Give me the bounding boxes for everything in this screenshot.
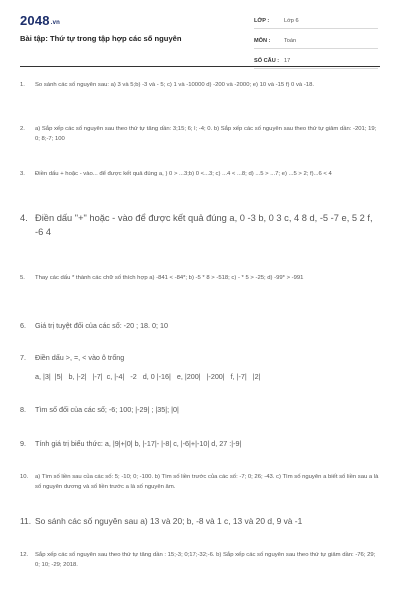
header-divider (20, 66, 380, 67)
question-number: 10. (20, 474, 29, 480)
question-text: a) Tìm số liền sau của các số: 5; -10; 0; -100. b) Tìm số liền trước của các số: -7; 0; 26; -43. c) Tìm số nguyên a biết số liền sau a là số nguyên dương và số liền trước a là số nguyên âm. (35, 474, 379, 490)
question-5 (20, 273, 380, 283)
question-number: 4. (20, 213, 28, 223)
question-11 (20, 515, 380, 528)
meta-label: SỐ CÂU : (254, 57, 280, 64)
meta-value: 17 (284, 57, 291, 64)
question-10 (20, 472, 380, 492)
meta-value: Toán (284, 37, 297, 44)
question-8 (20, 404, 380, 416)
question-text: Điền dấu "+" hoặc - vào để được kết quả đúng a, 0 -3 b, 0 3 c, 4 8 d, -5 -7 e, 5 2 f, -6 4 (35, 213, 373, 237)
question-text: So sánh các số nguyên sau a) 13 và 20; b, -8 và 1 c, 13 và 20 d, 9 và -1 (35, 516, 303, 526)
question-text: Điền dấu >, =, < vào ô trống (35, 353, 125, 362)
meta-label: LỚP : (254, 17, 270, 24)
question-number: 11. (20, 516, 32, 526)
question-7 (20, 352, 380, 383)
question-number: 5. (20, 275, 25, 281)
question-number: 3. (20, 171, 25, 177)
question-number: 8. (20, 405, 26, 414)
question-text: Giá trị tuyệt đối của các số: -20 ; 18. 0; 10 (35, 321, 169, 330)
question-text: Sắp xếp các số nguyên sau theo thứ tự tăng dần : 15;-3; 0;17;-32;-6. b) Sắp xếp các số nguyên sau theo thứ tự giảm dần: -76; 29; 0; 10; -29; 2018. (35, 552, 376, 568)
question-number: 9. (20, 439, 26, 448)
question-text: a) Sắp xếp các số nguyên sau theo thứ tự tăng dần: 3;15; 6; l; -4; 0. b) Sắp xếp các số nguyên sau theo thứ tự giảm dần: -201; 19; 0; 8;-7; 100 (35, 126, 377, 142)
question-number: 2. (20, 126, 25, 132)
meta-value: Lớp 6 (284, 17, 299, 24)
question-body (35, 352, 380, 383)
question-text: Tính giá trị biểu thức: a, |9|+|0| b, |-17|- |-8| c, |-6|+|-10| d, 27 :|-9| (35, 439, 242, 448)
question-number: 6. (20, 321, 26, 330)
meta-label: MÔN : (254, 37, 271, 44)
question-1 (20, 80, 380, 90)
question-text: Thay các dấu * thành các chữ số thích hợp a) -841 < -84*; b) -5 * 8 > -518; c) - * 5 > -25; d) -99* > -991 (35, 275, 304, 281)
question-text: Tìm số đối của các số; -6; 100; |-29| ; |35|; |0| (35, 405, 179, 414)
question-text: So sánh các số nguyên sau: a) 3 và 5;b) -3 và - 5; c) 1 và -10000 d) -200 và -2000; e) 10 và -15 f) 0 và -18. (35, 82, 314, 88)
question-12 (20, 550, 380, 570)
question-2 (20, 124, 380, 144)
site-logo[interactable]: 2048.vn (20, 13, 61, 28)
question-number: 7. (20, 353, 26, 362)
question-text: Điền dấu + hoặc - vào... để được kết quả đúng a, ) 0 > ...3;b) 0 <...3; c) ...4 < ...8; d) ...5 > ...7; e) ...5 > 2; f)...6 < 4 (35, 171, 332, 177)
question-number: 12. (20, 552, 29, 558)
question-number: 1. (20, 82, 25, 88)
meta-box (254, 13, 378, 73)
question-3 (20, 169, 380, 179)
worksheet-title: Bài tập: Thứ tự trong tập hợp các số nguyên (20, 34, 182, 43)
question-text-line2: a, |3| |5| b, |-2| |-7| c, |-4| -2 d, 0 |-16| e, |200| |-200| f, |-7| |2| (35, 372, 261, 381)
question-4 (20, 211, 380, 239)
question-6 (20, 320, 380, 332)
meta-class-row (254, 13, 378, 29)
meta-subject-row (254, 33, 378, 49)
question-9 (20, 438, 380, 450)
